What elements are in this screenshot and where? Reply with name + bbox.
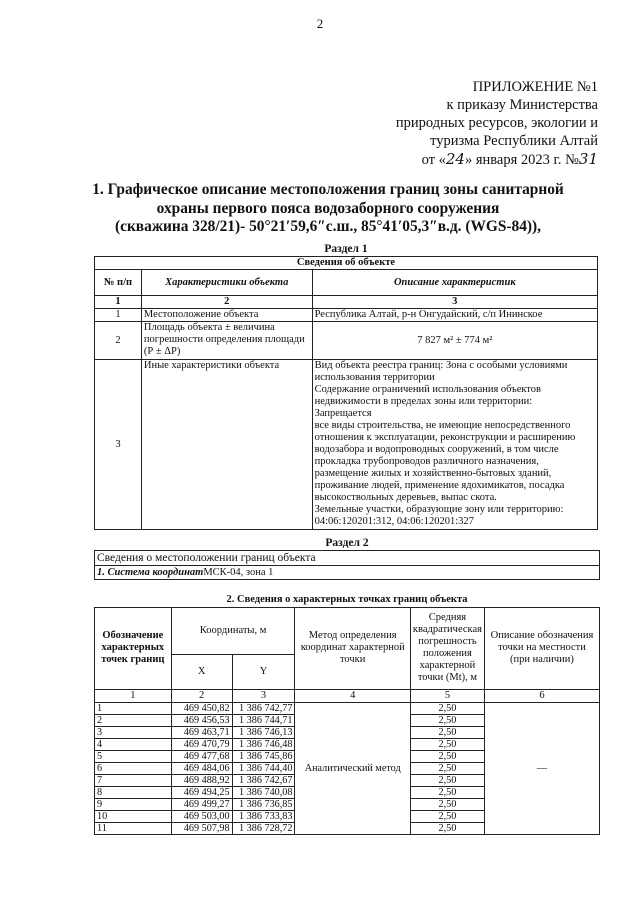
table-row — [95, 360, 598, 530]
description — [312, 360, 597, 530]
column-index: 2 — [141, 296, 312, 309]
point-x: 469 477,68 — [171, 750, 232, 762]
title-line: 1. Графическое описание местоположения границ зоны санитарной — [92, 181, 564, 198]
column-index: 1 — [95, 296, 142, 309]
characteristic: Иные характеристики объекта — [141, 360, 312, 530]
point-error: 2,50 — [410, 762, 484, 774]
characteristic: Местоположение объекта — [141, 309, 312, 322]
point-error: 2,50 — [410, 822, 484, 834]
point-number: 8 — [95, 786, 172, 798]
point-x: 469 470,79 — [171, 738, 232, 750]
point-y: 1 386 746,13 — [232, 726, 295, 738]
title-line: охраны первого пояса водозаборного сооружения — [156, 199, 500, 217]
column-index: 6 — [484, 689, 599, 702]
point-error: 2,50 — [410, 726, 484, 738]
column-index: 4 — [295, 689, 410, 702]
section1-label: Раздел 1 — [324, 243, 368, 255]
column-header: Характеристики объекта — [141, 270, 312, 296]
point-number: 3 — [95, 726, 172, 738]
point-x: 469 456,53 — [171, 714, 232, 726]
point-error: 2,50 — [410, 786, 484, 798]
point-x: 469 494,25 — [171, 786, 232, 798]
point-x: 469 499,27 — [171, 798, 232, 810]
table-row — [95, 322, 598, 360]
point-number: 10 — [95, 810, 172, 822]
column-header: Описание обозначения точки на местности (при наличии) — [484, 607, 599, 689]
appendix-line: природных ресурсов, экологии и — [395, 115, 598, 131]
method-cell: Аналитический метод — [295, 702, 410, 834]
order-date-line — [396, 150, 598, 169]
table-row — [95, 309, 598, 322]
point-number: 4 — [95, 738, 172, 750]
description-line: все виды строительства, не имеющие непосредственного отношения к эксплуатации, реконструкции и расширению водозабора и водопроводных сооружений, в том числе прокладка трубопроводов различного назначения, размещение жилых и хозяйственно-бытовых зданий, проживание людей, применение ядохимикатов, посадка высокоствольных деревьев, выпас скота. — [314, 420, 576, 503]
point-number: 5 — [95, 750, 172, 762]
row-number: 3 — [95, 360, 142, 530]
point-number: 9 — [95, 798, 172, 810]
table-row — [95, 702, 600, 714]
column-index: 5 — [410, 689, 484, 702]
point-error: 2,50 — [410, 798, 484, 810]
point-error: 2,50 — [410, 810, 484, 822]
column-index: 1 — [95, 689, 172, 702]
point-y: 1 386 742,67 — [232, 774, 295, 786]
description: Республика Алтай, р-н Онгудайский, с/п Ининское — [312, 309, 597, 322]
column-index: 3 — [232, 689, 295, 702]
point-number: 11 — [95, 822, 172, 834]
point-error: 2,50 — [410, 702, 484, 714]
section2-label: Раздел 2 — [325, 537, 369, 549]
point-y: 1 386 740,08 — [232, 786, 295, 798]
column-header-y: Y — [232, 654, 295, 689]
column-header-x: X — [171, 654, 232, 689]
description-line: Запрещается — [314, 408, 372, 419]
date-prefix: от « — [421, 152, 446, 168]
column-header: № п/п — [95, 270, 142, 296]
point-x: 469 503,00 — [171, 810, 232, 822]
column-header: Обозначение характерных точек границ — [95, 607, 172, 689]
point-x: 469 484,06 — [171, 762, 232, 774]
point-number: 6 — [95, 762, 172, 774]
appendix-title: ПРИЛОЖЕНИЕ №1 — [472, 79, 598, 95]
table-header: Сведения об объекте — [95, 257, 598, 270]
document-title — [60, 181, 596, 237]
table-header: Сведения о местоположении границ объекта — [95, 551, 600, 566]
point-x: 469 507,98 — [171, 822, 232, 834]
column-index: 2 — [171, 689, 232, 702]
column-header: Метод определения координат характерной точки — [295, 607, 410, 689]
coord-value: МСК-04, зона 1 — [203, 566, 274, 578]
point-x: 469 488,92 — [171, 774, 232, 786]
point-error: 2,50 — [410, 774, 484, 786]
appendix-header — [396, 78, 598, 169]
row-number: 1 — [95, 309, 142, 322]
point-error: 2,50 — [410, 750, 484, 762]
page-number: 2 — [316, 16, 324, 31]
point-description: — — [484, 702, 599, 834]
point-error: 2,50 — [410, 738, 484, 750]
point-x: 469 450,82 — [171, 702, 232, 714]
row-number: 2 — [95, 322, 142, 360]
point-y: 1 386 744,71 — [232, 714, 295, 726]
points-section-header: 2. Сведения о характерных точках границ объекта — [95, 593, 600, 607]
point-number: 1 — [95, 702, 172, 714]
boundary-info-header — [94, 550, 600, 580]
column-header: Координаты, м — [171, 607, 295, 654]
appendix-line: к приказу Министерства — [446, 97, 598, 113]
point-number: 2 — [95, 714, 172, 726]
title-line: (скважина 328/21)- 50°21′59,6″с.ш., 85°41′05,3″в.д. (WGS-84)), — [114, 218, 542, 235]
appendix-line: туризма Республики Алтай — [430, 133, 598, 149]
description-line: Земельные участки, образующие зону или территорию: 04:06:120201:312, 04:06:120201:327 — [314, 504, 564, 527]
point-number: 7 — [95, 774, 172, 786]
date-middle: » января 2023 г. № — [464, 152, 579, 168]
column-header: Описание характеристик — [312, 270, 597, 296]
point-y: 1 386 728,72 — [232, 822, 295, 834]
object-info-table — [94, 256, 598, 530]
points-table — [94, 593, 600, 835]
description-line: Содержание ограничений использования объектов недвижимости в пределах зоны или территории: — [314, 384, 541, 407]
handwritten-day: 24 — [445, 150, 465, 168]
point-y: 1 386 742,77 — [232, 702, 295, 714]
description: 7 827 м² ± 774 м² — [312, 322, 597, 360]
coord-label: 1. Система координат — [97, 566, 204, 578]
point-error: 2,50 — [410, 714, 484, 726]
point-x: 469 463,71 — [171, 726, 232, 738]
characteristic: Площадь объекта ± величина погрешности определения площади (Р ± ΔР) — [141, 322, 312, 360]
description-line: Вид объекта реестра границ: Зона с особыми условиями использования территории — [314, 360, 568, 383]
point-y: 1 386 745,86 — [232, 750, 295, 762]
handwritten-number: 31 — [578, 150, 598, 168]
point-y: 1 386 744,40 — [232, 762, 295, 774]
coordinate-system — [95, 566, 600, 580]
column-header: Средняя квадратическая погрешность положения характерной точки (Mt), м — [410, 607, 484, 689]
point-y: 1 386 733,83 — [232, 810, 295, 822]
point-y: 1 386 746,48 — [232, 738, 295, 750]
point-y: 1 386 736,85 — [232, 798, 295, 810]
column-index: 3 — [312, 296, 597, 309]
